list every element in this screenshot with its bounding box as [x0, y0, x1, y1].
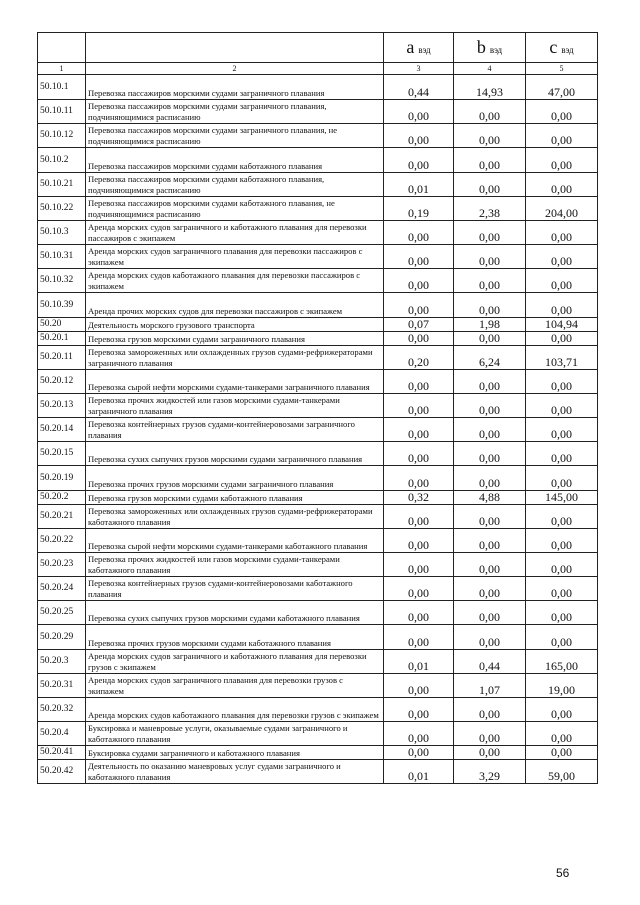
table-row	[38, 148, 598, 173]
header-cell-c	[526, 33, 598, 63]
row-name: Перевозка сырой нефти морскими судами-танкерами заграничного плавания	[86, 370, 384, 394]
row-name: Перевозка замороженных или охлажденных грузов судами-рефрижераторами каботажного плавания	[86, 505, 384, 529]
row-name: Перевозка грузов морскими судами каботажного плавания	[86, 491, 384, 505]
row-value-b: 0,00	[454, 221, 526, 245]
row-value-b: 3,29	[454, 760, 526, 784]
row-name: Перевозка прочих грузов морскими судами заграничного плавания	[86, 466, 384, 491]
row-value-c: 59,00	[526, 760, 598, 784]
header-cell-a	[384, 33, 454, 63]
row-value-b: 0,00	[454, 269, 526, 293]
row-value-c: 0,00	[526, 269, 598, 293]
table-row	[38, 346, 598, 370]
table-row	[38, 245, 598, 269]
row-name: Аренда морских судов каботажного плавания для перевозки грузов с экипажем	[86, 698, 384, 722]
row-code: 50.20.31	[38, 674, 86, 698]
row-value-b: 1,98	[454, 318, 526, 332]
row-value-b: 0,00	[454, 418, 526, 442]
row-name: Аренда морских судов заграничного и каботажного плавания для перевозки грузов с экипажем	[86, 650, 384, 674]
header-c-label: c	[549, 37, 558, 57]
header-b-sub: вэд	[489, 45, 503, 55]
row-value-c: 104,94	[526, 318, 598, 332]
row-code: 50.20.22	[38, 529, 86, 553]
table-row	[38, 221, 598, 245]
row-name: Перевозка грузов морскими судами заграничного плавания	[86, 332, 384, 346]
row-value-a: 0,00	[384, 722, 454, 746]
row-value-c: 0,00	[526, 505, 598, 529]
row-code: 50.20.3	[38, 650, 86, 674]
row-value-b: 0,00	[454, 553, 526, 577]
table-row	[38, 577, 598, 601]
row-name: Перевозка замороженных или охлажденных грузов судами-рефрижераторами заграничного плавания	[86, 346, 384, 370]
row-value-a: 0,19	[384, 197, 454, 221]
table-row	[38, 553, 598, 577]
row-value-b: 0,00	[454, 148, 526, 173]
row-name: Перевозка пассажиров морскими судами заграничного плавания, не подчиняющимися расписанию	[86, 124, 384, 148]
row-value-a: 0,00	[384, 442, 454, 466]
row-value-c: 204,00	[526, 197, 598, 221]
row-value-c: 0,00	[526, 625, 598, 650]
row-value-c: 0,00	[526, 100, 598, 124]
row-value-a: 0,00	[384, 100, 454, 124]
row-code: 50.20.23	[38, 553, 86, 577]
row-name: Аренда морских судов каботажного плавания для перевозки пассажиров с экипажем	[86, 269, 384, 293]
column-number: 4	[454, 63, 526, 75]
row-code: 50.10.1	[38, 75, 86, 100]
row-value-b: 0,00	[454, 466, 526, 491]
table-row	[38, 625, 598, 650]
row-value-c: 0,00	[526, 124, 598, 148]
rates-table	[37, 32, 598, 784]
row-value-b: 0,44	[454, 650, 526, 674]
table-row	[38, 466, 598, 491]
row-code: 50.20	[38, 318, 86, 332]
table-row	[38, 394, 598, 418]
table-row	[38, 197, 598, 221]
row-value-b: 2,38	[454, 197, 526, 221]
row-value-c: 0,00	[526, 601, 598, 625]
row-value-b: 0,00	[454, 746, 526, 760]
row-value-a: 0,00	[384, 245, 454, 269]
row-code: 50.20.12	[38, 370, 86, 394]
row-value-a: 0,01	[384, 173, 454, 197]
row-code: 50.20.14	[38, 418, 86, 442]
row-value-a: 0,00	[384, 394, 454, 418]
row-code: 50.20.11	[38, 346, 86, 370]
row-value-c: 0,00	[526, 418, 598, 442]
row-code: 50.20.2	[38, 491, 86, 505]
row-name: Аренда морских судов заграничного и каботажного плавания для перевозки пассажиров с экипажем	[86, 221, 384, 245]
header-a-label: a	[406, 37, 415, 57]
row-value-b: 0,00	[454, 173, 526, 197]
row-value-c: 0,00	[526, 698, 598, 722]
row-value-b: 4,88	[454, 491, 526, 505]
row-code: 50.20.19	[38, 466, 86, 491]
row-value-b: 0,00	[454, 442, 526, 466]
row-value-a: 0,00	[384, 293, 454, 318]
row-value-a: 0,01	[384, 760, 454, 784]
row-value-a: 0,44	[384, 75, 454, 100]
column-number: 2	[86, 63, 384, 75]
row-name: Перевозка сухих сыпучих грузов морскими судами заграничного плавания	[86, 442, 384, 466]
row-value-a: 0,00	[384, 674, 454, 698]
table-row	[38, 746, 598, 760]
row-value-a: 0,00	[384, 577, 454, 601]
row-value-a: 0,07	[384, 318, 454, 332]
row-value-c: 0,00	[526, 722, 598, 746]
row-value-a: 0,00	[384, 746, 454, 760]
table-row	[38, 293, 598, 318]
row-value-c: 0,00	[526, 173, 598, 197]
table-row	[38, 370, 598, 394]
table-row	[38, 601, 598, 625]
row-code: 50.20.21	[38, 505, 86, 529]
row-value-a: 0,00	[384, 466, 454, 491]
table-row	[38, 124, 598, 148]
row-value-c: 0,00	[526, 746, 598, 760]
row-value-a: 0,32	[384, 491, 454, 505]
row-value-a: 0,00	[384, 505, 454, 529]
row-value-a: 0,00	[384, 601, 454, 625]
row-value-a: 0,00	[384, 529, 454, 553]
row-name: Аренда прочих морских судов для перевозки пассажиров с экипажем	[86, 293, 384, 318]
row-code: 50.10.12	[38, 124, 86, 148]
row-value-b: 0,00	[454, 529, 526, 553]
header-row	[38, 33, 598, 63]
column-number: 1	[38, 63, 86, 75]
row-name: Перевозка пассажиров морскими судами каботажного плавания	[86, 148, 384, 173]
row-value-c: 0,00	[526, 553, 598, 577]
row-value-b: 0,00	[454, 370, 526, 394]
row-value-b: 0,00	[454, 100, 526, 124]
row-code: 50.10.32	[38, 269, 86, 293]
header-c-sub: вэд	[561, 45, 574, 55]
row-name: Перевозка пассажиров морскими судами заграничного плавания, подчиняющимися расписанию	[86, 100, 384, 124]
row-value-b: 14,93	[454, 75, 526, 100]
row-value-b: 0,00	[454, 577, 526, 601]
table-row	[38, 269, 598, 293]
table-row	[38, 418, 598, 442]
row-value-b: 0,00	[454, 722, 526, 746]
row-code: 50.20.15	[38, 442, 86, 466]
row-value-c: 0,00	[526, 221, 598, 245]
table-row	[38, 75, 598, 100]
row-value-a: 0,00	[384, 553, 454, 577]
row-value-c: 0,00	[526, 442, 598, 466]
row-value-c: 165,00	[526, 650, 598, 674]
header-cell-name	[86, 33, 384, 63]
row-value-b: 0,00	[454, 505, 526, 529]
row-name: Перевозка прочих жидкостей или газов морскими судами-танкерами каботажного плавания	[86, 553, 384, 577]
row-value-b: 0,00	[454, 698, 526, 722]
row-code: 50.20.29	[38, 625, 86, 650]
table-row	[38, 442, 598, 466]
row-value-c: 145,00	[526, 491, 598, 505]
row-value-c: 0,00	[526, 529, 598, 553]
row-value-c: 0,00	[526, 577, 598, 601]
row-name: Перевозка контейнерных грузов судами-контейнеровозами каботажного плавания	[86, 577, 384, 601]
row-name: Буксировка судами заграничного и каботажного плавания	[86, 746, 384, 760]
row-value-c: 0,00	[526, 466, 598, 491]
table-row	[38, 698, 598, 722]
header-cell-b	[454, 33, 526, 63]
header-a-sub: вэд	[418, 45, 431, 55]
row-code: 50.10.11	[38, 100, 86, 124]
row-value-c: 0,00	[526, 293, 598, 318]
row-code: 50.20.42	[38, 760, 86, 784]
row-name: Аренда морских судов заграничного плавания для перевозки пассажиров с экипажем	[86, 245, 384, 269]
row-value-a: 0,00	[384, 148, 454, 173]
row-value-c: 0,00	[526, 370, 598, 394]
row-code: 50.20.4	[38, 722, 86, 746]
row-code: 50.20.32	[38, 698, 86, 722]
table-row	[38, 100, 598, 124]
row-value-a: 0,20	[384, 346, 454, 370]
header-cell-code	[38, 33, 86, 63]
row-code: 50.10.3	[38, 221, 86, 245]
row-code: 50.10.31	[38, 245, 86, 269]
row-value-a: 0,00	[384, 698, 454, 722]
row-value-c: 0,00	[526, 245, 598, 269]
row-name: Перевозка пассажиров морскими судами каботажного плавания, подчиняющимися расписанию	[86, 173, 384, 197]
row-value-c: 0,00	[526, 332, 598, 346]
table-row	[38, 722, 598, 746]
row-value-c: 47,00	[526, 75, 598, 100]
table-row	[38, 491, 598, 505]
row-name: Перевозка сухих сыпучих грузов морскими судами каботажного плавания	[86, 601, 384, 625]
row-value-a: 0,01	[384, 650, 454, 674]
row-code: 50.10.2	[38, 148, 86, 173]
row-name: Перевозка сырой нефти морскими судами-танкерами каботажного плавания	[86, 529, 384, 553]
row-name: Деятельность морского грузового транспорта	[86, 318, 384, 332]
row-code: 50.20.41	[38, 746, 86, 760]
row-value-a: 0,00	[384, 332, 454, 346]
row-value-a: 0,00	[384, 625, 454, 650]
row-value-a: 0,00	[384, 370, 454, 394]
row-value-b: 0,00	[454, 293, 526, 318]
row-name: Буксировка и маневровые услуги, оказываемые судами заграничного и каботажного плавания	[86, 722, 384, 746]
row-value-a: 0,00	[384, 221, 454, 245]
table-row	[38, 173, 598, 197]
column-number-row	[38, 63, 598, 75]
row-code: 50.20.13	[38, 394, 86, 418]
table-row	[38, 332, 598, 346]
row-value-b: 1,07	[454, 674, 526, 698]
row-value-b: 0,00	[454, 601, 526, 625]
row-code: 50.10.39	[38, 293, 86, 318]
row-value-c: 19,00	[526, 674, 598, 698]
row-value-c: 0,00	[526, 148, 598, 173]
table-row	[38, 529, 598, 553]
row-name: Перевозка пассажиров морскими судами каботажного плавания, не подчиняющимися расписанию	[86, 197, 384, 221]
row-value-c: 0,00	[526, 394, 598, 418]
row-value-c: 103,71	[526, 346, 598, 370]
row-value-a: 0,00	[384, 269, 454, 293]
header-b-label: b	[476, 37, 486, 57]
row-code: 50.10.21	[38, 173, 86, 197]
table-row	[38, 650, 598, 674]
row-code: 50.20.1	[38, 332, 86, 346]
row-name: Перевозка пассажиров морскими судами заграничного плавания	[86, 75, 384, 100]
row-name: Аренда морских судов заграничного плавания для перевозки грузов с экипажем	[86, 674, 384, 698]
row-value-a: 0,00	[384, 418, 454, 442]
row-value-b: 0,00	[454, 245, 526, 269]
row-code: 50.20.25	[38, 601, 86, 625]
table-row	[38, 760, 598, 784]
column-number: 3	[384, 63, 454, 75]
table-row	[38, 674, 598, 698]
row-name: Перевозка прочих грузов морскими судами каботажного плавания	[86, 625, 384, 650]
row-name: Перевозка прочих жидкостей или газов морскими судами-танкерами заграничного плавания	[86, 394, 384, 418]
row-code: 50.20.24	[38, 577, 86, 601]
row-code: 50.10.22	[38, 197, 86, 221]
row-value-b: 6,24	[454, 346, 526, 370]
row-name: Деятельность по оказанию маневровых услуг судами заграничного и каботажного плавания	[86, 760, 384, 784]
row-value-b: 0,00	[454, 625, 526, 650]
table-row	[38, 318, 598, 332]
row-name: Перевозка контейнерных грузов судами-контейнеровозами заграничного плавания	[86, 418, 384, 442]
row-value-a: 0,00	[384, 124, 454, 148]
row-value-b: 0,00	[454, 124, 526, 148]
table-row	[38, 505, 598, 529]
row-value-b: 0,00	[454, 332, 526, 346]
page-number: 56	[556, 866, 570, 880]
row-value-b: 0,00	[454, 394, 526, 418]
column-number: 5	[526, 63, 598, 75]
